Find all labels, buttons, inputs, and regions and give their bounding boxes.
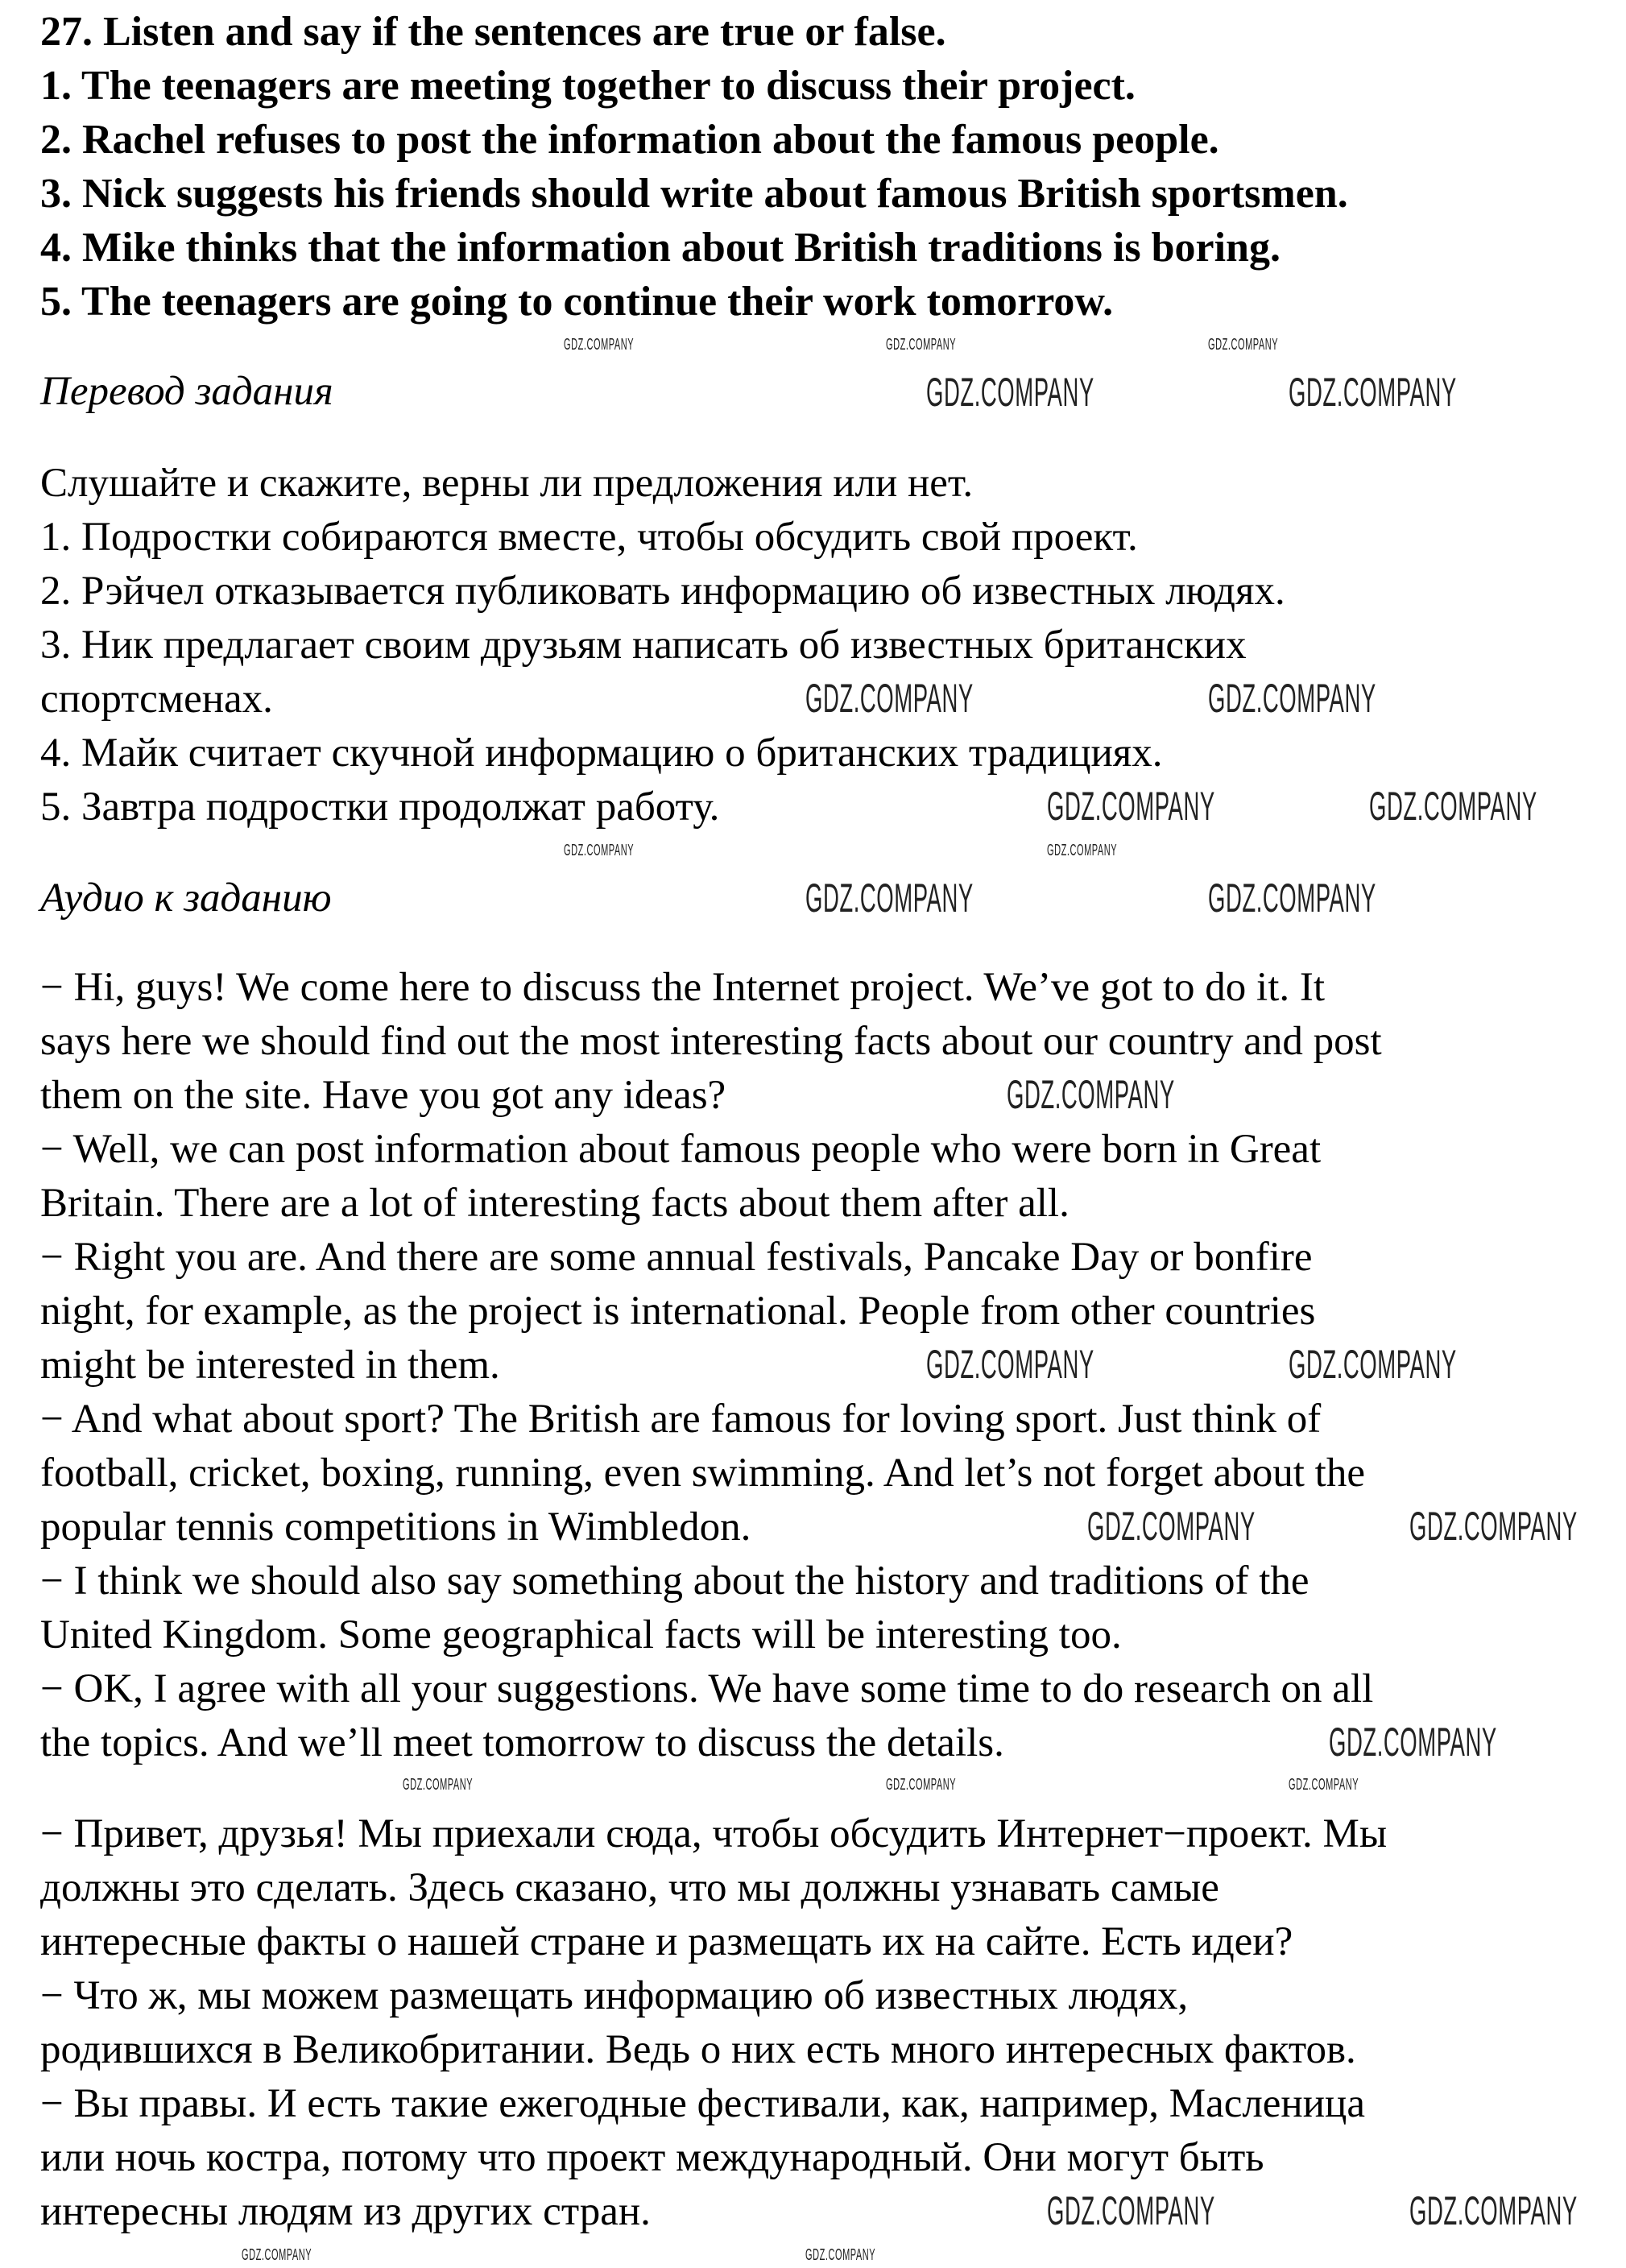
statement: 1. The teenagers are meeting together to discuss their project. — [40, 63, 1136, 109]
transcript-line: popular tennis competitions in Wimbledon. — [40, 1504, 751, 1550]
watermark-logo: GDZ.COMPANY — [1007, 1072, 1175, 1117]
translation-line: 2. Рэйчел отказывается публиковать информацию об известных людях. — [40, 569, 1285, 614]
watermark-logo: GDZ.COMPANY — [805, 2246, 876, 2264]
translation-line: 4. Майк считает скучной информацию о британских традициях. — [40, 730, 1163, 776]
transcript-line: United Kingdom. Some geographical facts will be interesting too. — [40, 1612, 1122, 1658]
statement: 2. Rachel refuses to post the information about the famous people. — [40, 117, 1219, 163]
translation-line: спортсменах. — [40, 677, 273, 722]
transcript-line: интересны людям из других стран. — [40, 2189, 651, 2234]
task-section — [40, 5, 1610, 329]
watermark-logo: GDZ.COMPANY — [1047, 2188, 1215, 2233]
watermark-logo: GDZ.COMPANY — [1409, 2188, 1578, 2233]
task-title: 27. Listen and say if the sentences are true or false. — [40, 9, 946, 55]
watermark-logo: GDZ.COMPANY — [805, 875, 974, 921]
statement: 3. Nick suggests his friends should write about famous British sportsmen. — [40, 171, 1348, 217]
transcript-line: night, for example, as the project is international. People from other countries — [40, 1289, 1316, 1334]
watermark-logo: GDZ.COMPANY — [886, 336, 957, 354]
watermark-logo: GDZ.COMPANY — [403, 1776, 474, 1794]
audio-russian-transcript — [40, 1807, 1610, 2239]
watermark-logo: GDZ.COMPANY — [1369, 784, 1537, 829]
watermark-logo: GDZ.COMPANY — [564, 842, 635, 859]
statement: 5. The teenagers are going to continue their work tomorrow. — [40, 279, 1114, 325]
translation-heading: Перевод задания — [40, 369, 333, 414]
watermark-logo: GDZ.COMPANY — [1289, 1776, 1359, 1794]
transcript-line: − Well, we can post information about famous people who were born in Great — [40, 1127, 1322, 1172]
translation-line: Слушайте и скажите, верны ли предложения или нет. — [40, 461, 974, 506]
watermark-logo: GDZ.COMPANY — [1208, 676, 1376, 721]
translation-section — [40, 457, 1610, 834]
transcript-line: должны это сделать. Здесь сказано, что мы должны узнавать самые — [40, 1865, 1219, 1910]
transcript-line: − Привет, друзья! Мы приехали сюда, чтобы обсудить Интернет−проект. Мы — [40, 1811, 1388, 1856]
transcript-line: родившихся в Великобритании. Ведь о них есть много интересных фактов. — [40, 2027, 1356, 2072]
watermark-logo: GDZ.COMPANY — [926, 1342, 1094, 1387]
transcript-line: might be interested in them. — [40, 1343, 500, 1388]
watermark-logo: GDZ.COMPANY — [1289, 1342, 1457, 1387]
transcript-line: football, cricket, boxing, running, even swimming. And let’s not forget about the — [40, 1451, 1365, 1496]
transcript-line: the topics. And we’ll meet tomorrow to discuss the details. — [40, 1720, 1004, 1765]
transcript-line: them on the site. Have you got any ideas? — [40, 1073, 726, 1118]
transcript-line: − I think we should also say something about the history and traditions of the — [40, 1558, 1309, 1604]
transcript-line: − OK, I agree with all your suggestions. We have some time to do research on all — [40, 1666, 1374, 1711]
audio-heading: Аудио к заданию — [40, 875, 332, 921]
watermark-logo: GDZ.COMPANY — [1047, 784, 1215, 829]
transcript-line: − Hi, guys! We come here to discuss the Internet project. We’ve got to do it. It — [40, 965, 1326, 1010]
watermark-logo: GDZ.COMPANY — [926, 370, 1094, 415]
transcript-line: − And what about sport? The British are famous for loving sport. Just think of — [40, 1397, 1322, 1442]
statement: 4. Mike thinks that the information about British traditions is boring. — [40, 225, 1281, 271]
watermark-logo: GDZ.COMPANY — [886, 1776, 957, 1794]
transcript-line: − Right you are. And there are some annual festivals, Pancake Day or bonfire — [40, 1235, 1313, 1280]
watermark-logo: GDZ.COMPANY — [1047, 842, 1118, 859]
watermark-logo: GDZ.COMPANY — [1409, 1504, 1578, 1549]
transcript-line: Britain. There are a lot of interesting facts about them after all. — [40, 1181, 1070, 1226]
transcript-line: интересные факты о нашей стране и размещать их на сайте. Есть идеи? — [40, 1919, 1293, 1964]
translation-line: 3. Ник предлагает своим друзьям написать об известных британских — [40, 623, 1247, 668]
translation-line: 1. Подростки собираются вместе, чтобы обсудить свой проект. — [40, 515, 1138, 560]
watermark-logo: GDZ.COMPANY — [1208, 336, 1279, 354]
watermark-logo: GDZ.COMPANY — [1208, 875, 1376, 921]
transcript-line: − Что ж, мы можем размещать информацию об известных людях, — [40, 1973, 1189, 2018]
translation-line: 5. Завтра подростки продолжат работу. — [40, 784, 720, 830]
watermark-logo: GDZ.COMPANY — [1087, 1504, 1256, 1549]
transcript-line: says here we should find out the most interesting facts about our country and post — [40, 1019, 1382, 1064]
watermark-logo: GDZ.COMPANY — [805, 676, 974, 721]
transcript-line: − Вы правы. И есть такие ежегодные фестивали, как, например, Масленица — [40, 2081, 1365, 2126]
transcript-line: или ночь костра, потому что проект международный. Они могут быть — [40, 2135, 1264, 2180]
watermark-logo: GDZ.COMPANY — [564, 336, 635, 354]
watermark-logo: GDZ.COMPANY — [1329, 1720, 1497, 1765]
watermark-logo: GDZ.COMPANY — [242, 2246, 312, 2264]
watermark-logo: GDZ.COMPANY — [1289, 370, 1457, 415]
